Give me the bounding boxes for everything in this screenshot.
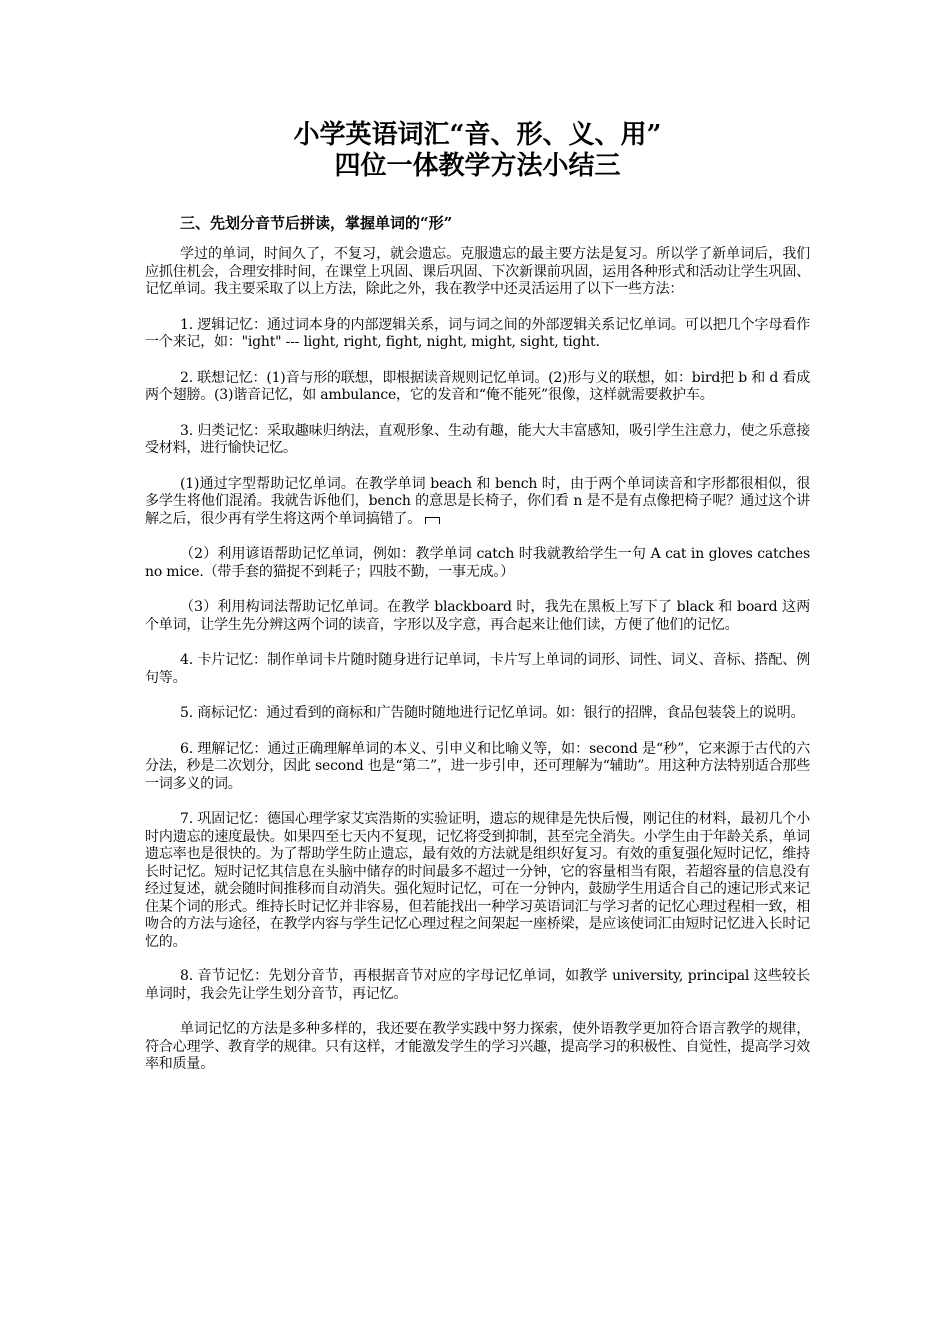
paragraph-conclusion: 单词记忆的方法是多种多样的，我还要在教学实践中努力探索，使外语教学更加符合语言教学的规律，符合心理学、教育学的规律。只有这样，才能激发学生的学习兴趣，提高学习的积极性、自觉性，提高学习效率和质量。 (145, 1021, 810, 1072)
paragraph-word-formation: （3）利用构词法帮助记忆单词。在教学 blackboard 时，我先在黑板上写下了 black 和 board 这两个单词，让学生先分辨这两个词的读音，字形以及字意，再合起来让他们读，方便了他们的记忆。 (145, 599, 810, 633)
paragraph-category-memory: 3. 归类记忆：采取趣味归纳法，直观形象、生动有趣，能大大丰富感知，吸引学生注意力，使之乐意接受材料，进行愉快记忆。 (145, 422, 810, 456)
paragraph-association-memory: 2. 联想记忆：(1)音与形的联想，即根据读音规则记忆单词。(2)形与义的联想，如：bird把 b 和 d 看成两个翅膀。(3)谐音记忆，如 ambulance，它的发音和“俺不能死”很像，这样就需要救护车。 (145, 369, 810, 403)
document-page (145, 120, 810, 1092)
paragraph-syllable-memory: 8. 音节记忆：先划分音节，再根据音节对应的字母记忆单词，如教学 university, principal 这些较长单词时，我会先让学生划分音节，再记忆。 (145, 968, 810, 1002)
title-line-1: 小学英语词汇“音、形、义、用” (293, 120, 662, 150)
paragraph-brand-memory: 5. 商标记忆：通过看到的商标和广告随时随地进行记忆单词。如：银行的招牌，食品包装袋上的说明。 (180, 705, 805, 721)
paragraph-glyph-shape (145, 476, 810, 529)
edit-mark-icon (425, 517, 440, 524)
paragraph-glyph-shape-text: (1)通过字型帮助记忆单词。在教学单词 beach 和 bench 时，由于两个单词读音和字形都很相似，很多学生将他们混淆。我就告诉他们，bench 的意思是长椅子，你们看 n 是不是有点像把椅子呢？通过这个讲解之后，很少再有学生将这两个单词搞错了。 (145, 475, 810, 527)
paragraph-understanding-memory: 6. 理解记忆：通过正确理解单词的本义、引申义和比喻义等，如：second 是“秒”，它来源于古代的六分法，秒是二次划分，因此 second 也是“第二”，进一步引申，还可理解为“辅助”。用这种方法特别适合那些一词多义的词。 (145, 740, 810, 792)
section-heading: 三、先划分音节后拼读，掌握单词的“形” (180, 214, 453, 232)
paragraph-intro: 学过的单词，时间久了，不复习，就会遗忘。克服遗忘的最主要方法是复习。所以学了新单词后，我们应抓住机会，合理安排时间，在课堂上巩固、课后巩固、下次新课前巩固，运用各种形式和活动让学生巩固、记忆单词。我主要采取了以上方法，除此之外，我在教学中还灵活运用了以下一些方法： (145, 246, 810, 297)
paragraph-proverb: （2）利用谚语帮助记忆单词，例如：教学单词 catch 时我就教给学生一句 A cat in gloves catches no mice.（带手套的猫捉不到耗子；四肢不勤，一事无成。） (145, 546, 810, 580)
paragraph-consolidation-memory: 7. 巩固记忆：德国心理学家艾宾浩斯的实验证明，遗忘的规律是先快后慢，刚记住的材料，最初几个小时内遗忘的速度最快。如果四至七天内不复现，记忆将受到抑制，甚至完全消失。小学生由于年龄关系，单词遗忘率也是很快的。为了帮助学生防止遗忘，最有效的方法就是组织好复习。有效的重复强化短时记忆，维持长时记忆。短时记忆其信息在头脑中储存的时间最多不超过一分钟，它的容量相当有限，若超容量的信息没有经过复述，就会随时间推移而自动消失。强化短时记忆，可在一分钟内，鼓励学生用适合自己的速记形式来记住某个词的形式。维持长时记忆并非容易，但若能找出一种学习英语词汇与学习者的记忆心理过程相一致，相吻合的方法与途径，在教学内容与学生记忆心理过程之间架起一座桥梁，是应该使词汇由短时记忆进入长时记忆的。 (145, 811, 810, 950)
paragraph-logic-memory: 1. 逻辑记忆：通过词本身的内部逻辑关系，词与词之间的外部逻辑关系记忆单词。可以把几个字母看作一个来记，如："ight" --- light, right, fight, night, might, sight, tight. (145, 316, 810, 350)
document-title (145, 120, 810, 182)
title-line-2: 四位一体教学方法小结三 (334, 151, 621, 181)
paragraph-card-memory: 4. 卡片记忆：制作单词卡片随时随身进行记单词，卡片写上单词的词形、词性、词义、音标、搭配、例句等。 (145, 652, 810, 686)
